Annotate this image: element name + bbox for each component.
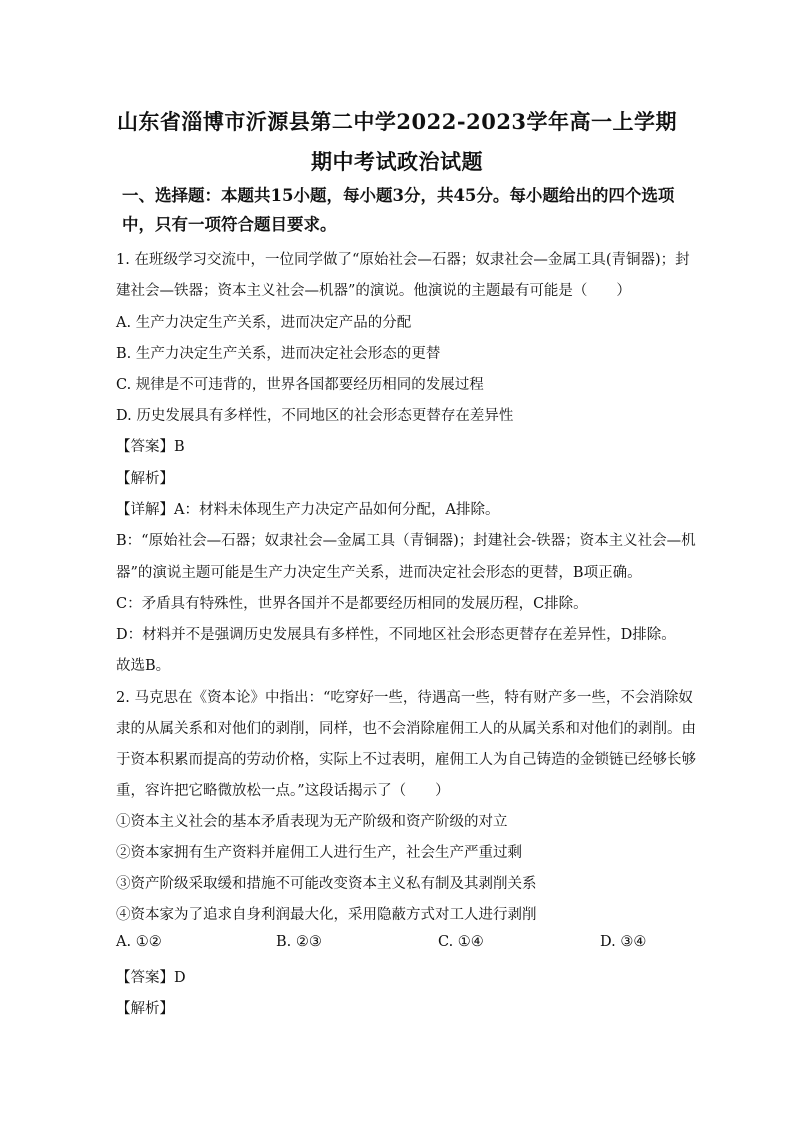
q1-stem-line2: 建社会—铁器；资本主义社会—机器”的演说。他演说的主题最有可能是（ ） bbox=[116, 283, 631, 299]
q2-stem-line2: 隶的从属关系和对他们的剥削，同样，也不会消除雇佣工人的从属关系和对他们的剥削。由 bbox=[116, 721, 696, 737]
q1-detail-line2: B：“原始社会—石器；奴隶社会—金属工具（青铜器)；封建社会-铁器；资本主义社会—机 bbox=[116, 533, 696, 549]
document-title-line2: 期中考试政治试题 bbox=[311, 149, 483, 174]
q1-option-a: A. 生产力决定生产关系，进而决定产品的分配 bbox=[116, 315, 412, 331]
document-title-line1: 山东省淄博市沂源县第二中学2022-2023学年高一上学期 bbox=[116, 109, 678, 134]
q2-analysis-label: 【解析】 bbox=[116, 1001, 174, 1017]
q1-detail-line1: 【详解】A：材料未体现生产力决定产品如何分配，A排除。 bbox=[116, 502, 500, 518]
q2-item-3: ③资产阶级采取缓和措施不可能改变资本主义私有制及其剥削关系 bbox=[116, 876, 537, 892]
q2-item-4: ④资本家为了追求自身利润最大化，采用隐蔽方式对工人进行剥削 bbox=[116, 907, 537, 923]
q1-detail-line5: D：材料并不是强调历史发展具有多样性，不同地区社会形态更替存在差异性，D排除。 bbox=[116, 627, 676, 643]
q1-option-b: B. 生产力决定生产关系，进而决定社会形态的更替 bbox=[116, 346, 441, 362]
section-heading-line1: 一、选择题：本题共15小题，每小题3分，共45分。每小题给出的四个选项 bbox=[122, 186, 675, 205]
q2-stem-line1: 2. 马克思在《资本论》中指出：“吃穿好一些，待遇高一些，特有财产多一些，不会消除奴 bbox=[116, 690, 693, 706]
q2-option-d: D. ③④ bbox=[600, 934, 647, 950]
q2-stem-line4: 重，容许把它略微放松一点。”这段话揭示了（ ） bbox=[116, 783, 450, 799]
q1-option-d: D. 历史发展具有多样性，不同地区的社会形态更替存在差异性 bbox=[116, 408, 514, 424]
q1-analysis-label: 【解析】 bbox=[116, 471, 174, 487]
q2-item-2: ②资本家拥有生产资料并雇佣工人进行生产，社会生产严重过剩 bbox=[116, 845, 522, 861]
q2-stem-line3: 于资本积累而提高的劳动价格，实际上不过表明，雇佣工人为自己铸造的金锁链已经够长够 bbox=[116, 752, 696, 768]
q2-answer: 【答案】D bbox=[116, 970, 186, 986]
q1-conclusion: 故选B。 bbox=[116, 658, 171, 674]
q1-detail-line4: C：矛盾具有特殊性，世界各国并不是都要经历相同的发展历程，C排除。 bbox=[116, 596, 588, 612]
q1-option-c: C. 规律是不可违背的，世界各国都要经历相同的发展过程 bbox=[116, 377, 484, 393]
q1-stem-line1: 1. 在班级学习交流中，一位同学做了“原始社会—石器；奴隶社会—金属工具(青铜器)；封 bbox=[116, 252, 690, 268]
section-heading bbox=[122, 181, 682, 239]
section-heading-line2: 中，只有一项符合题目要求。 bbox=[122, 215, 337, 234]
q2-option-b: B. ②③ bbox=[276, 934, 322, 950]
q2-option-a: A. ①② bbox=[116, 934, 162, 950]
q2-item-1: ①资本主义社会的基本矛盾表现为无产阶级和资产阶级的对立 bbox=[116, 814, 508, 830]
q1-detail-line3: 器”的演说主题可能是生产力决定生产关系，进而决定社会形态的更替，B项正确。 bbox=[116, 565, 642, 581]
q2-option-c: C. ①④ bbox=[438, 934, 484, 950]
q1-answer: 【答案】B bbox=[116, 439, 185, 455]
